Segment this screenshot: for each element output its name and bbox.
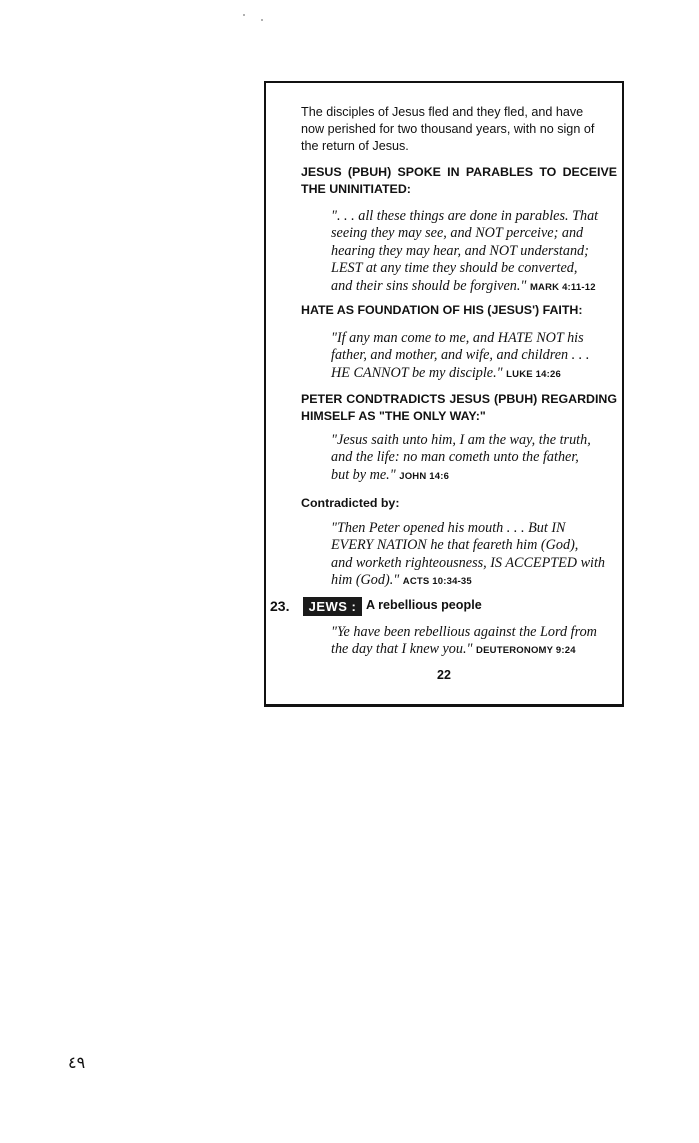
scripture-reference: DEUTERONOMY 9:24 <box>476 645 576 657</box>
quote-line: and worketh righteousness, IS ACCEPTED with <box>331 554 606 571</box>
intro-paragraph <box>301 104 617 155</box>
page-number: 22 <box>437 668 451 682</box>
scan-speck <box>243 14 245 16</box>
quote-line: him (God)." <box>331 572 400 589</box>
item-number: 23. <box>270 598 290 614</box>
scripture-reference: MARK 4:11-12 <box>529 281 596 293</box>
scan-speck <box>261 19 263 21</box>
quote-line: the day that I knew you." <box>331 641 473 658</box>
quote-line: LEST at any time they should be converted, <box>331 260 578 277</box>
quote-john <box>331 432 620 485</box>
arabic-folio: ٤٩ <box>68 1053 86 1072</box>
quote-line: seeing they may see, and NOT perceive; and <box>331 225 584 242</box>
quote-line: father, and mother, and wife, and children . . . <box>331 347 590 364</box>
quote-line: but by me." <box>331 466 396 483</box>
section-heading-contradicted: Contradicted by: <box>301 496 400 510</box>
section-heading-parables: JESUS (PBUH) SPOKE IN PARABLES TO DECEIVE THE UNINITIATED: <box>301 165 617 196</box>
quote-line: and their sins should be forgiven." <box>331 277 527 294</box>
jews-badge: JEWS : <box>303 597 362 616</box>
quote-line: and the life: no man cometh unto the father, <box>331 449 579 466</box>
scripture-reference: ACTS 10:34-35 <box>402 576 472 588</box>
intro-line: now perished for two thousand years, with no sign of <box>301 122 595 136</box>
item-title: A rebellious people <box>366 598 482 612</box>
quote-line: ". . . all these things are done in parables. That <box>331 208 599 224</box>
quote-luke <box>331 330 620 383</box>
quote-mark <box>331 208 620 296</box>
section-heading-only-way: PETER CONDTRADICTS JESUS (PBUH) REGARDING HIMSELF AS "THE ONLY WAY:" <box>301 392 617 423</box>
intro-line: the return of Jesus. <box>301 139 409 153</box>
scripture-reference: JOHN 14:6 <box>399 470 450 482</box>
scripture-reference: LUKE 14:26 <box>506 368 561 380</box>
intro-line: The disciples of Jesus fled and they fled, and have <box>301 105 584 119</box>
section-heading-hate: HATE AS FOUNDATION OF HIS (JESUS') FAITH: <box>301 303 583 317</box>
quote-line: HE CANNOT be my disciple." <box>331 364 503 381</box>
quote-line: hearing they may hear, and NOT understand; <box>331 242 589 259</box>
quote-acts <box>331 520 620 591</box>
quote-deuteronomy <box>331 624 620 660</box>
quote-line: "If any man come to me, and HATE NOT his <box>331 330 584 346</box>
quote-line: "Then Peter opened his mouth . . . But IN <box>331 520 566 536</box>
quote-line: EVERY NATION he that feareth him (God), <box>331 537 579 554</box>
quote-line: "Jesus saith unto him, I am the way, the truth, <box>331 432 591 448</box>
quote-line: "Ye have been rebellious against the Lord from <box>331 624 597 640</box>
